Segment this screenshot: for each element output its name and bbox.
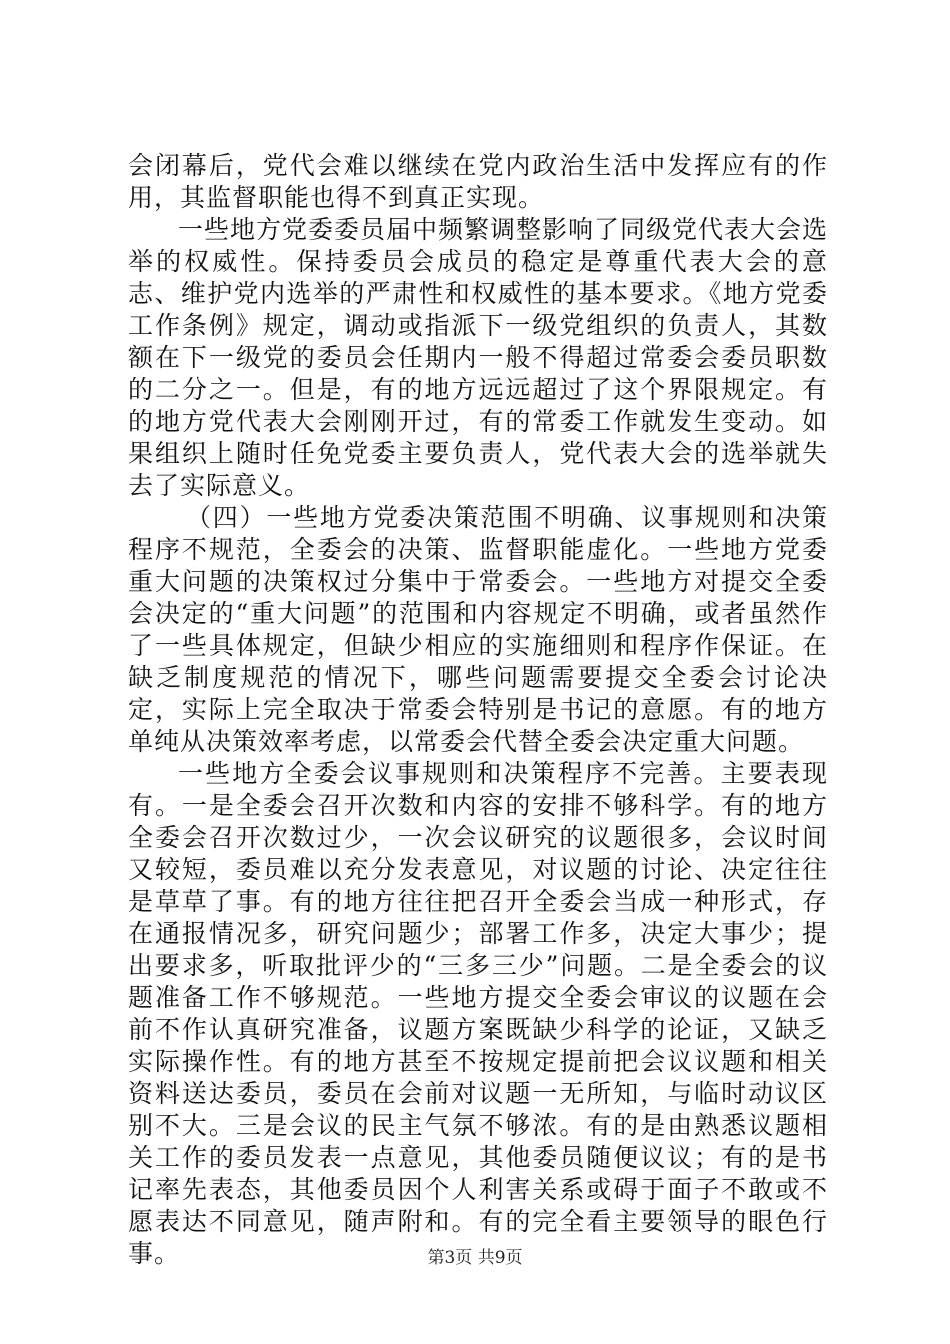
paragraph-1: 会闭幕后，党代会难以继续在党内政治生活中发挥应有的作用，其监督职能也得不到真正实现。 <box>128 151 828 212</box>
document-body <box>128 150 828 1270</box>
page-footer <box>0 1248 950 1268</box>
page-number-label: 第3页 共9页 <box>427 1248 523 1268</box>
paragraph-4: 一些地方全委会议事规则和决策程序不完善。主要表现有。一是全委会召开次数和内容的安排不够科学。有的地方全委会召开次数过少，一次会议研究的议题很多，会议时间又较短，委员难以充分发表意见，对议题的讨论、决定往往是草草了事。有的地方往往把召开全委会当成一种形式，存在通报情况多，研究问题少；部署工作多，决定大事少；提出要求多，听取批评少的“三多三少”问题。二是全委会的议题准备工作不够规范。一些地方提交全委会审议的议题在会前不作认真研究准备，议题方案既缺少科学的论证，又缺乏实际操作性。有的地方甚至不按规定提前把会议议题和相关资料送达委员，委员在会前对议题一无所知，与临时动议区别不大。三是会议的民主气氛不够浓。有的是由熟悉议题相关工作的委员发表一点意见，其他委员随便议议；有的是书记率先表态，其他委员因个人利害关系或碍于面子不敢或不愿表达不同意见，随声附和。有的完全看主要领导的眼色行事。 <box>128 759 828 1268</box>
paragraph-2: 一些地方党委委员届中频繁调整影响了同级党代表大会选举的权威性。保持委员会成员的稳定是尊重代表大会的意志、维护党内选举的严肃性和权威性的基本要求。《地方党委工作条例》规定，调动或指派下一级党组织的负责人，其数额在下一级党的委员会任期内一般不得超过常委会委员职数的二分之一。但是，有的地方远远超过了这个界限规定。有的地方党代表大会刚刚开过，有的常委工作就发生变动。如果组织上随时任免党委主要负责人，党代表大会的选举就失去了实际意义。 <box>128 215 829 500</box>
paragraph-3-section-four: （四）一些地方党委决策范围不明确、议事规则和决策程序不规范，全委会的决策、监督职能虚化。一些地方党委重大问题的决策权过分集中于常委会。一些地方对提交全委会决定的“重大问题”的范围和内容规定不明确，或者虽然作了一些具体规定，但缺少相应的实施细则和程序作保证。在缺乏制度规范的情况下，哪些问题需要提交全委会讨论决定，实际上完全取决于常委会特别是书记的意愿。有的地方单纯从决策效率考虑，以常委会代替全委会决定重大问题。 <box>128 503 828 756</box>
